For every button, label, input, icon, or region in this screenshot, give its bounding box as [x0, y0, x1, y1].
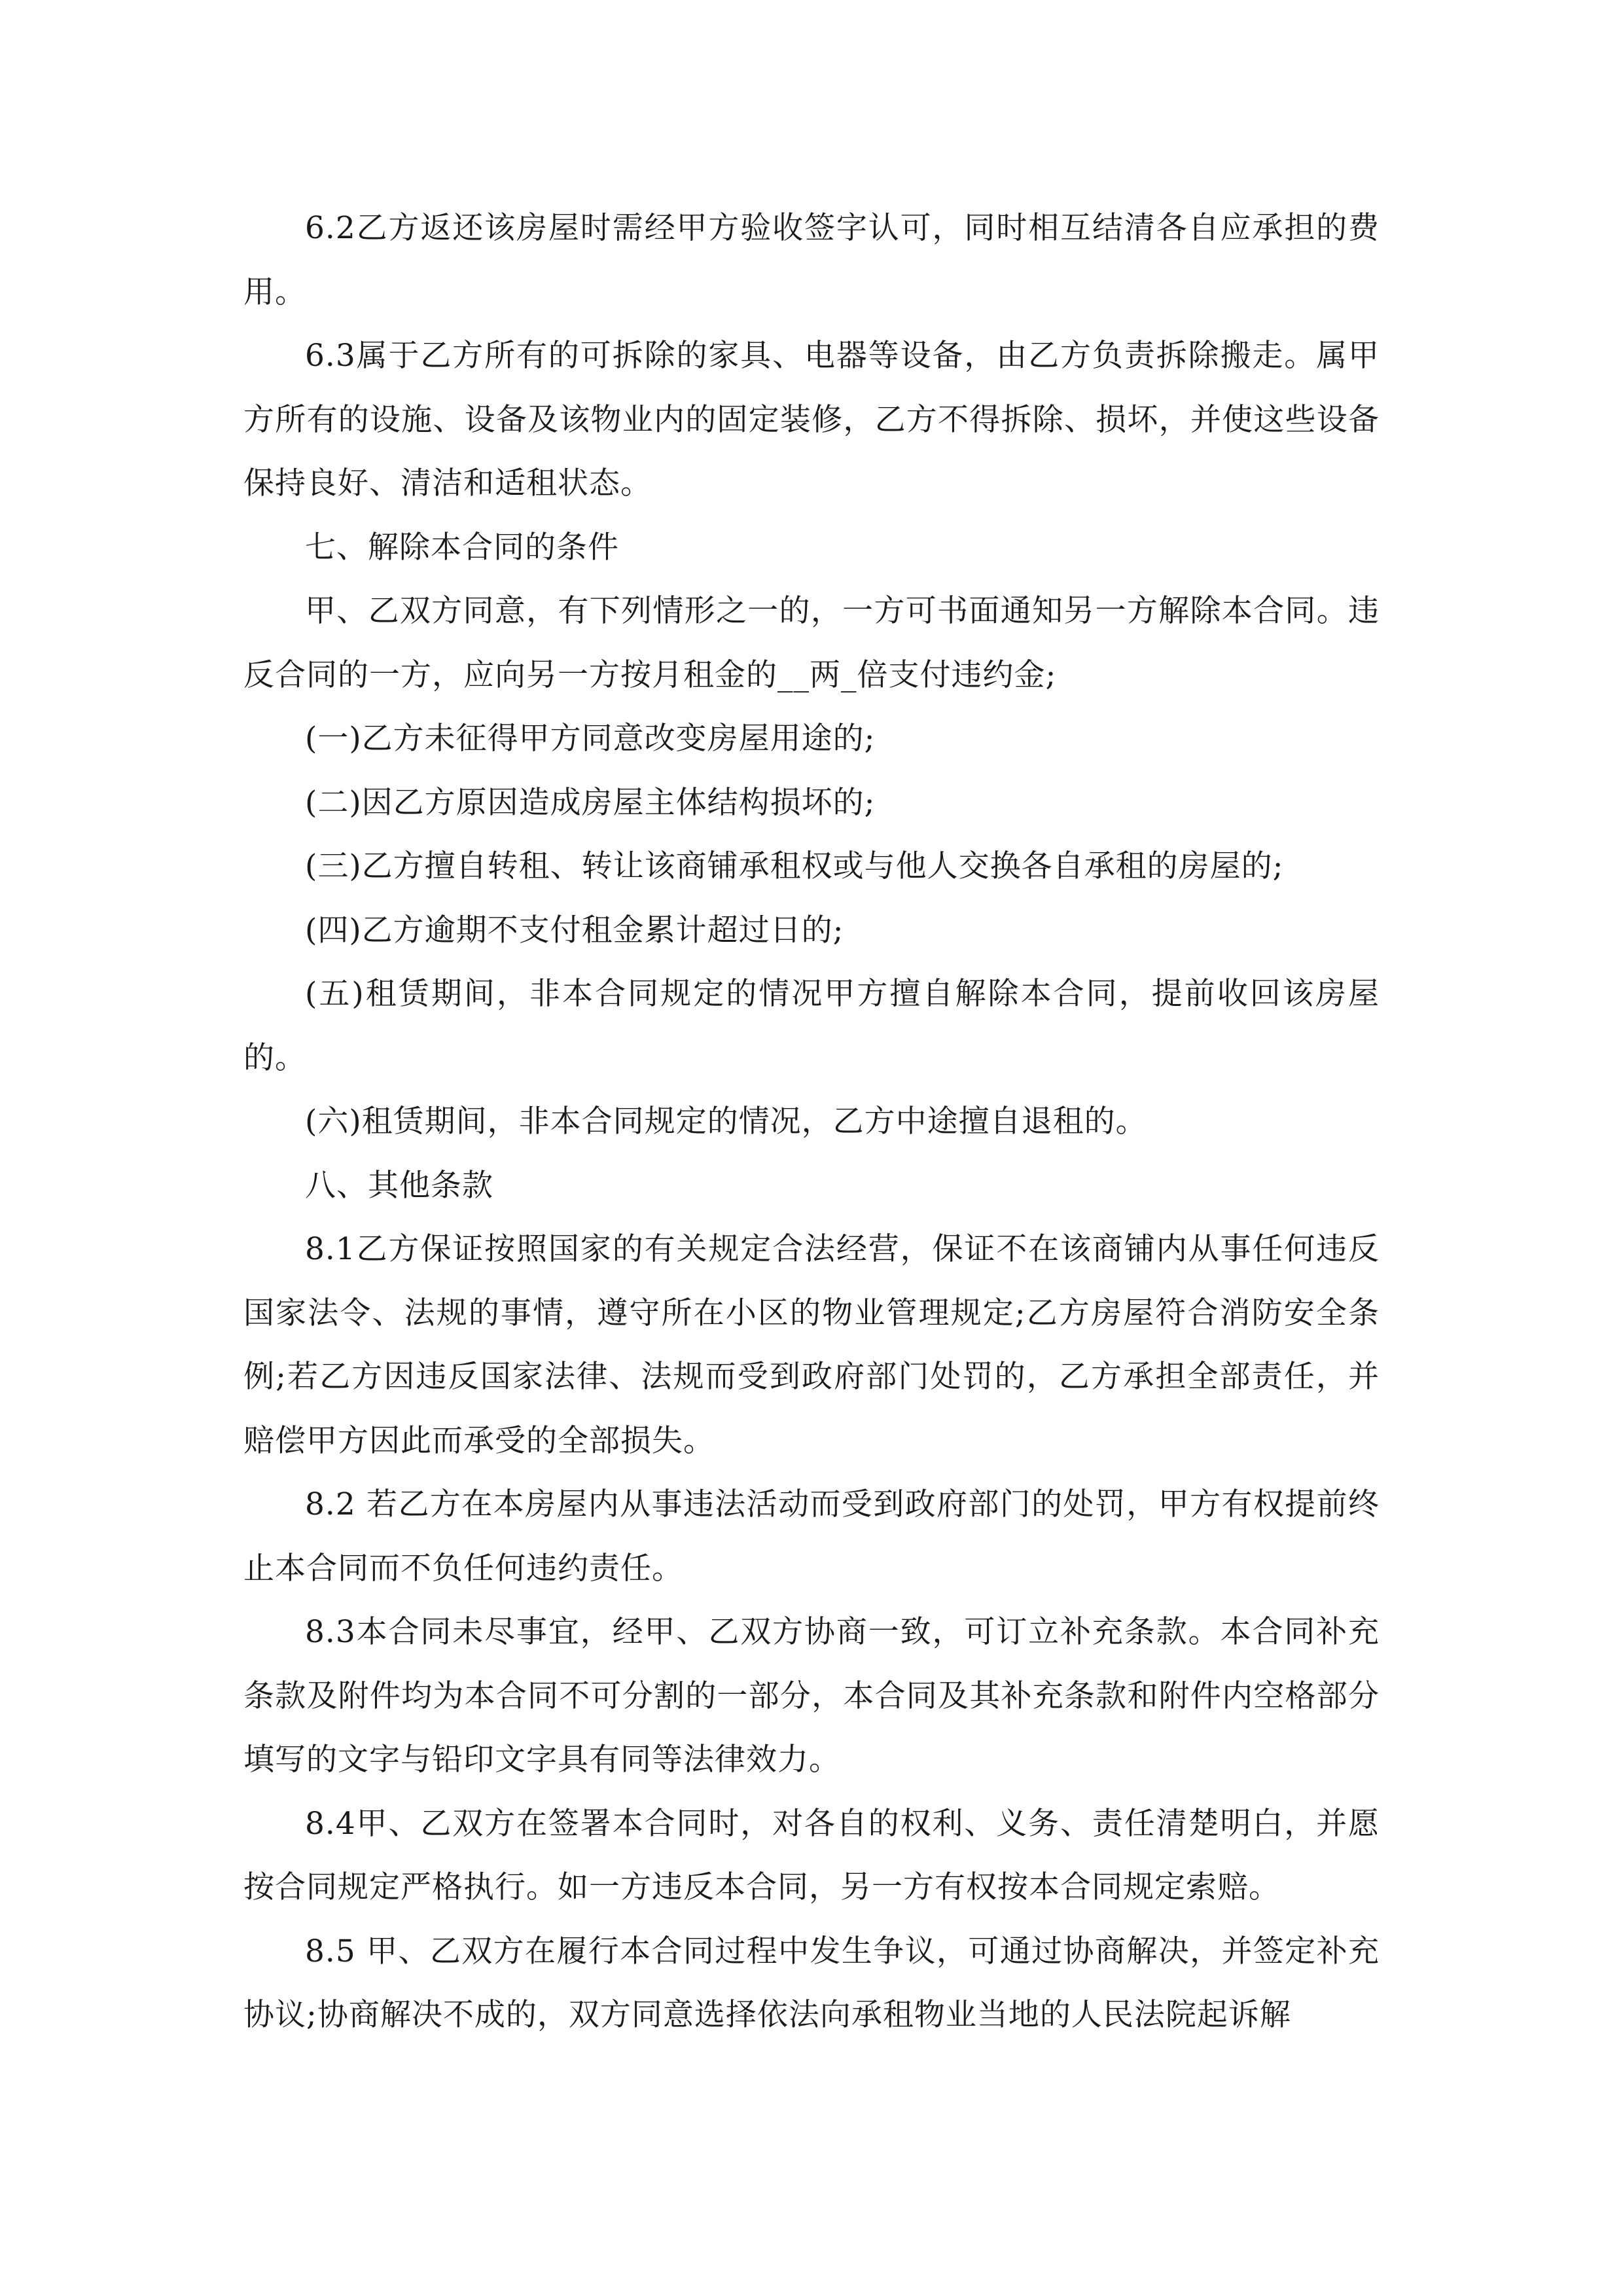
condition-2: (二)因乙方原因造成房屋主体结构损坏的; — [305, 784, 876, 821]
clause-8-5: 8.5 甲、乙双方在履行本合同过程中发生争议，可通过协商解决，并签定补充协议;协商解决不成的，双方同意选择依法向承租物业当地的人民法院起诉解 — [243, 1933, 1380, 2033]
section-7-intro: 甲、乙双方同意，有下列情形之一的，一方可书面通知另一方解除本合同。违反合同的一方，应向另一方按月租金的__两_倍支付违约金; — [243, 593, 1380, 693]
condition-6: (六)租赁期间，非本合同规定的情况，乙方中途擅自退租的。 — [305, 1103, 1147, 1139]
section-heading-7: 七、解除本合同的条件 — [305, 529, 619, 565]
section-heading-8: 八、其他条款 — [305, 1167, 493, 1204]
clause-6-2: 6.2乙方返还该房屋时需经甲方验收签字认可，同时相互结清各自应承担的费用。 — [243, 210, 1380, 310]
condition-3: (三)乙方擅自转租、转让该商铺承租权或与他人交换各自承租的房屋的; — [305, 848, 1284, 884]
condition-4: (四)乙方逾期不支付租金累计超过日的; — [305, 912, 844, 948]
clause-8-1: 8.1乙方保证按照国家的有关规定合法经营，保证不在该商铺内从事任何违反国家法令、法规的事情，遵守所在小区的物业管理规定;乙方房屋符合消防安全条例;若乙方因违反国家法律、法规而受到政府部门处罚的，乙方承担全部责任，并赔偿甲方因此而承受的全部损失。 — [243, 1231, 1380, 1459]
clause-8-4: 8.4甲、乙双方在签署本合同时，对各自的权利、义务、责任清楚明白，并愿按合同规定严格执行。如一方违反本合同，另一方有权按本合同规定索赔。 — [243, 1805, 1380, 1905]
condition-1: (一)乙方未征得甲方同意改变房屋用途的; — [305, 721, 876, 757]
document-body — [243, 196, 1380, 2047]
clause-8-2: 8.2 若乙方在本房屋内从事违法活动而受到政府部门的处罚，甲方有权提前终止本合同而不负任何违约责任。 — [243, 1486, 1380, 1587]
clause-8-3: 8.3本合同未尽事宜，经甲、乙双方协商一致，可订立补充条款。本合同补充条款及附件均为本合同不可分割的一部分，本合同及其补充条款和附件内空格部分填写的文字与铅印文字具有同等法律效力。 — [243, 1614, 1380, 1778]
clause-6-3: 6.3属于乙方所有的可拆除的家具、电器等设备，由乙方负责拆除搬走。属甲方所有的设施、设备及该物业内的固定装修，乙方不得拆除、损坏，并使这些设备保持良好、清洁和适租状态。 — [243, 338, 1380, 501]
condition-5: (五)租赁期间，非本合同规定的情况甲方擅自解除本合同，提前收回该房屋的。 — [243, 976, 1380, 1076]
